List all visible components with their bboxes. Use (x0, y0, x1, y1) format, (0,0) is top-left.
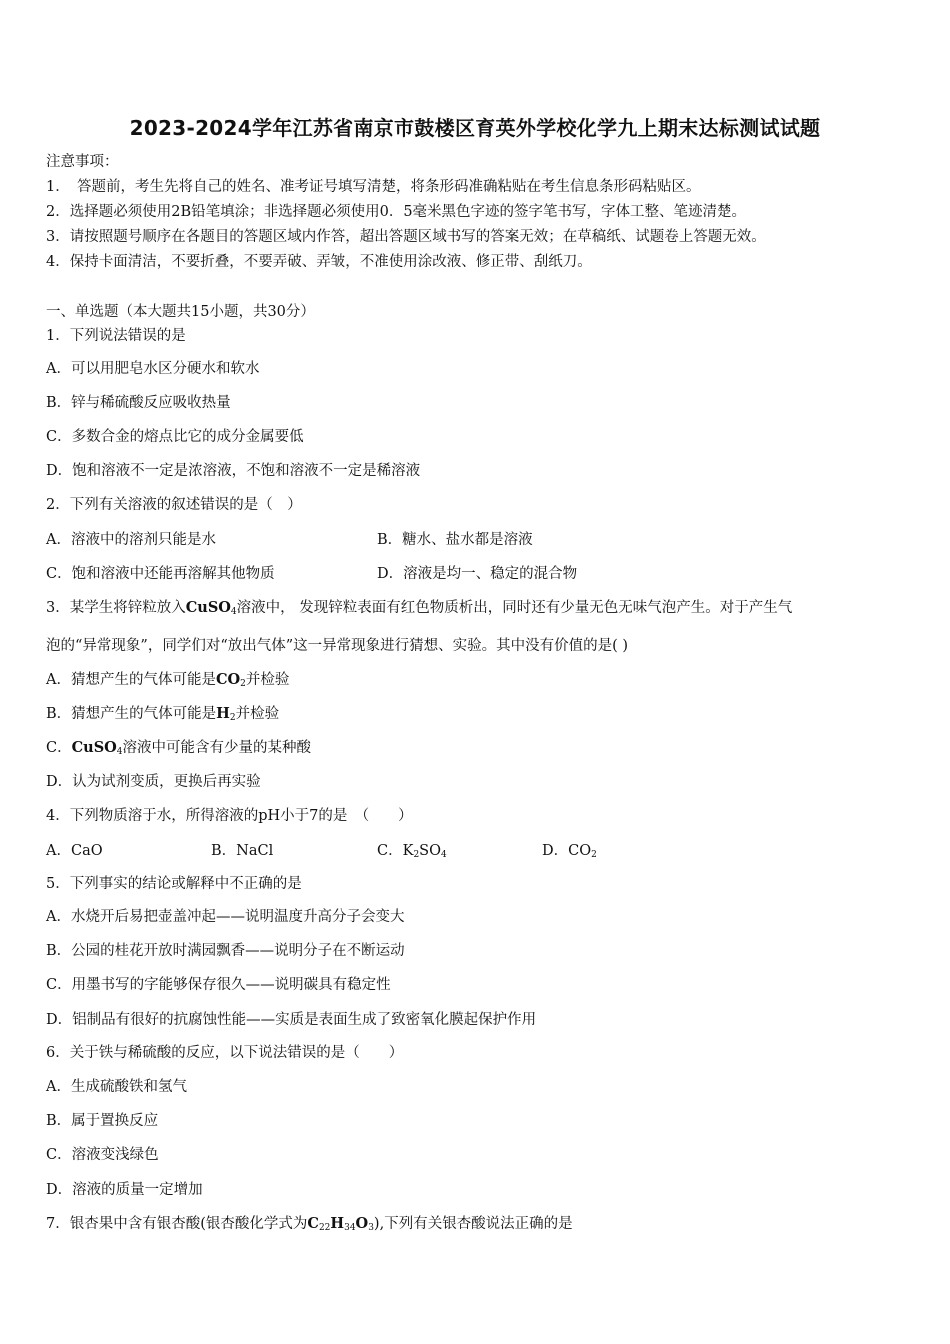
q7-formula-c: C (307, 1215, 319, 1232)
q6-option-b: B．属于置换反应 (46, 1113, 159, 1129)
q3-stem-line2: 泡的“异常现象”，同学们对“放出气体”这一异常现象进行猜想、实验。其中没有价值的是( ) (46, 638, 629, 654)
section-heading: 一、单选题（本大题共15小题，共30分） (46, 304, 315, 320)
q4-c-sub1: 2 (413, 850, 420, 860)
q7-sub-o: 3 (368, 1223, 374, 1233)
q5-option-a: A．水烧开后易把壶盖冲起——说明温度升高分子会变大 (46, 909, 405, 925)
q3-stem-line1 (46, 598, 792, 622)
q3-a-formula: CO (215, 671, 241, 688)
q3-b-post: 并检验 (235, 706, 280, 722)
q4-option-c (377, 841, 447, 865)
q7-text: 7．银杏果中含有银杏酸(银杏酸化学式为 (46, 1216, 308, 1232)
q3-option-c (46, 738, 311, 762)
q2-option-a: A．溶液中的溶剂只能是水 (46, 532, 216, 548)
q3-option-a (46, 670, 289, 694)
q4-option-d (542, 841, 597, 865)
q2-option-b: B．糖水、盐水都是溶液 (377, 532, 533, 548)
q1-stem: 1．下列说法错误的是 (46, 328, 186, 344)
q3-option-b (46, 704, 279, 728)
q5-option-c: C．用墨书写的字能够保存很久——说明碳具有稳定性 (46, 977, 391, 993)
q3-formula-sub: 4 (230, 607, 237, 617)
q1-option-c: C．多数合金的熔点比它的成分金属要低 (46, 429, 304, 445)
notice-heading: 注意事项： (46, 154, 119, 170)
notice-item-2: 2．选择题必须使用2B铅笔填涂；非选择题必须使用0．5毫米黑色字迹的签字笔书写，字体工整、笔迹清楚。 (46, 204, 747, 220)
q3-stem-post: 溶液中， 发现锌粒表面有红色物质析出，同时还有少量无色无味气泡产生。对于产生气 (236, 600, 793, 616)
q1-option-b: B．锌与稀硫酸反应吸收热量 (46, 395, 231, 411)
q1-option-a: A．可以用肥皂水区分硬水和软水 (46, 361, 260, 377)
q3-option-d: D．认为试剂变质，更换后再实验 (46, 774, 261, 790)
q7-stem (46, 1214, 573, 1238)
page-title: 2023-2024学年江苏省南京市鼓楼区育英外学校化学九上期末达标测试试题 (129, 116, 821, 140)
notice-item-4: 4．保持卡面清洁，不要折叠，不要弄破、弄皱，不准使用涂改液、修正带、刮纸刀。 (46, 254, 592, 270)
notice-item-1: 1． 答题前，考生先将自己的姓名、准考证号填写清楚，将条形码准确粘贴在考生信息条形码粘贴区。 (46, 179, 701, 195)
q3-c-post: 溶液中可能含有少量的某种酸 (122, 740, 312, 756)
q5-stem: 5．下列事实的结论或解释中不正确的是 (46, 876, 302, 892)
q3-b-text: B．猜想产生的气体可能是 (46, 706, 217, 722)
q6-option-c: C．溶液变浅绿色 (46, 1147, 159, 1163)
q4-stem: 4．下列物质溶于水，所得溶液的pH小于7的是 （ ） (46, 808, 413, 824)
q3-a-text: A．猜想产生的气体可能是 (46, 672, 216, 688)
q5-option-b: B．公园的桂花开放时满园飘香——说明分子在不断运动 (46, 943, 405, 959)
q4-d-text: D．CO (542, 843, 592, 859)
q1-option-d: D．饱和溶液不一定是浓溶液，不饱和溶液不一定是稀溶液 (46, 463, 421, 479)
q2-stem: 2．下列有关溶液的叙述错误的是（ ） (46, 497, 302, 513)
q7-sub-c: 22 (318, 1223, 331, 1233)
q3-b-sub: 2 (229, 713, 236, 723)
q3-b-formula: H (216, 705, 230, 722)
q7-sub-h: 34 (344, 1223, 356, 1233)
q3-c-text: C． (46, 740, 72, 756)
q7-formula-o: O (355, 1215, 369, 1232)
notice-item-3: 3．请按照题号顺序在各题目的答题区域内作答，超出答题区域书写的答案无效；在草稿纸、试题卷上答题无效。 (46, 229, 766, 245)
q6-option-d: D．溶液的质量一定增加 (46, 1182, 203, 1198)
q3-a-sub: 2 (240, 679, 246, 689)
q3-a-post: 并检验 (245, 672, 290, 688)
q4-c-sub2: 4 (441, 850, 447, 860)
q3-c-formula: CuSO (71, 739, 117, 756)
q4-option-b: B．NaCl (211, 843, 274, 859)
q6-option-a: A．生成硫酸铁和氢气 (46, 1079, 187, 1095)
q7-formula-h: H (330, 1215, 345, 1232)
q4-c-text: C．K (377, 843, 414, 859)
q4-c-mid: SO (419, 843, 441, 859)
q2-option-d: D．溶液是均一、稳定的混合物 (377, 566, 578, 582)
q6-stem: 6．关于铁与稀硫酸的反应，以下说法错误的是（ ） (46, 1045, 404, 1061)
q5-option-d: D．铝制品有很好的抗腐蚀性能——实质是表面生成了致密氧化膜起保护作用 (46, 1012, 537, 1028)
q4-d-sub: 2 (591, 850, 597, 860)
q3-stem-pre: 3．某学生将锌粒放入 (46, 600, 186, 616)
q3-c-sub: 4 (116, 747, 123, 757)
q4-option-a: A．CaO (46, 843, 103, 859)
q7-post: ),下列有关银杏酸说法正确的是 (373, 1216, 573, 1232)
q3-formula-cuso4: CuSO (185, 599, 231, 616)
q2-option-c: C．饱和溶液中还能再溶解其他物质 (46, 566, 275, 582)
